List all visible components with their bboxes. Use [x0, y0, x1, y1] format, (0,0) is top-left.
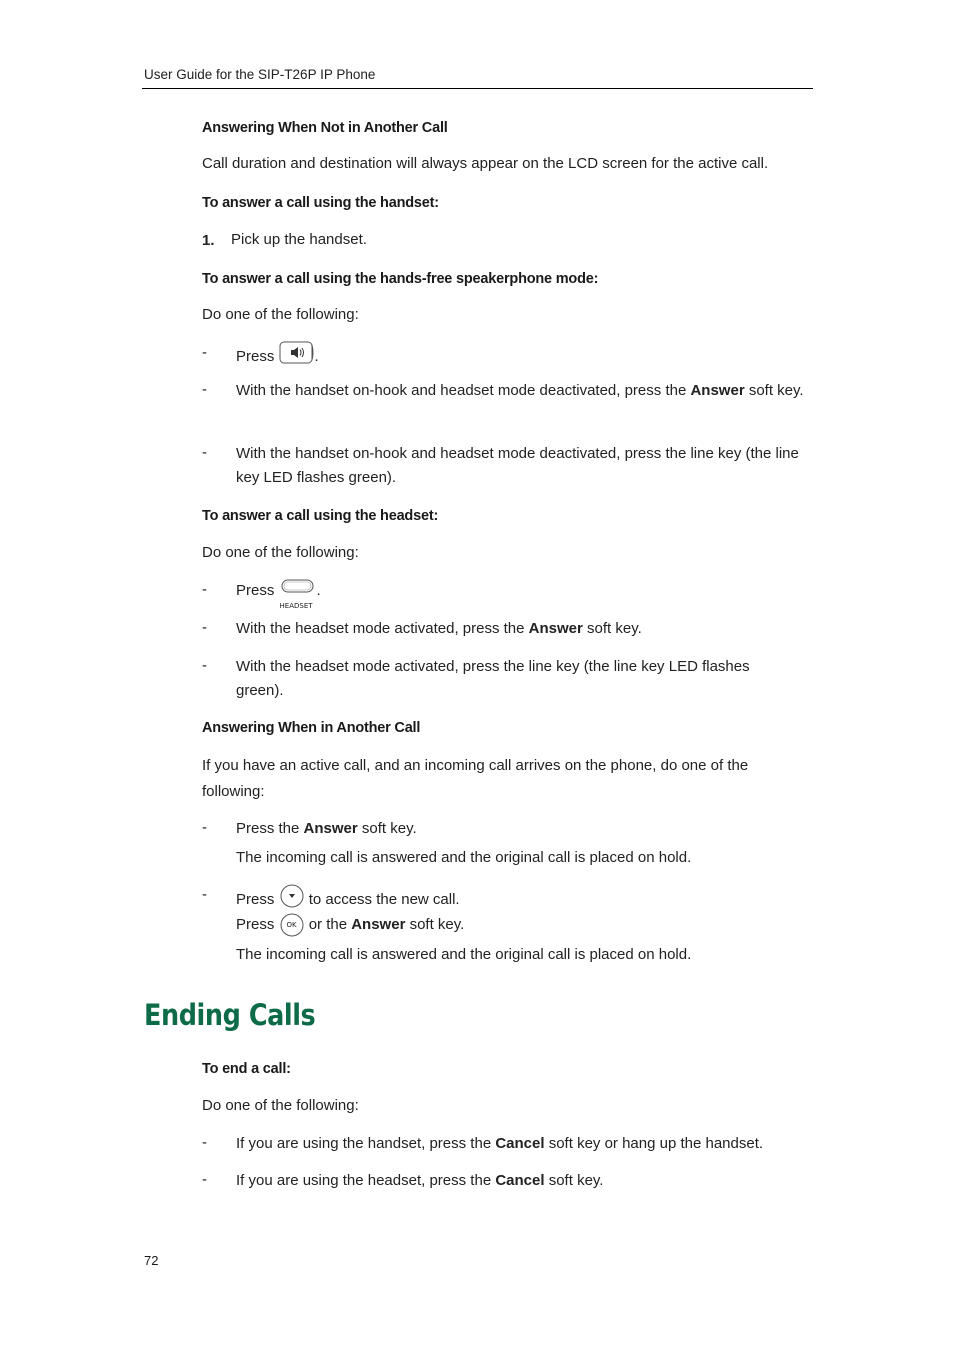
in-call-bullet-1 [236, 817, 811, 841]
bullet-dash: - [202, 619, 207, 636]
cancel-softkey-label: Cancel [495, 1172, 545, 1189]
bullet-dash: - [202, 657, 207, 674]
bullet-text: Press [236, 581, 275, 599]
speaker-bullet-1 [236, 341, 811, 373]
section2-intro: If you have an active call, and an incoming call arrives on the phone, do one of the following: [202, 757, 749, 800]
answer-softkey-label: Answer [351, 915, 406, 933]
speaker-bullet-2 [236, 379, 811, 403]
bullet-dash: - [202, 381, 207, 398]
ok-key-label: OK [286, 921, 297, 929]
in-call-bullet-1-note: The incoming call is answered and the original call is placed on hold. [236, 849, 692, 866]
bullet-text: Press [236, 347, 275, 365]
bullet-text: soft key. [587, 620, 642, 637]
bullet-text: Press [236, 915, 275, 933]
headset-key-icon [279, 578, 317, 610]
headset-bullet-2 [236, 617, 811, 641]
bullet-dash: - [202, 886, 207, 903]
page-number: 72 [144, 1253, 159, 1268]
section-heading-not-in-call: Answering When Not in Another Call [202, 120, 448, 136]
bullet-dash: - [202, 1134, 207, 1151]
intro-paragraph: Call duration and destination will always appear on the LCD screen for the active call. [202, 155, 769, 172]
running-header: User Guide for the SIP-T26P IP Phone [144, 67, 376, 82]
bullet-dash: - [202, 819, 207, 836]
handset-heading: To answer a call using the handset: [202, 195, 439, 211]
bullet-text: With the headset mode activated, press the [236, 620, 525, 637]
ok-key-icon [279, 912, 305, 938]
bullet-text: or the [308, 915, 348, 933]
in-call-bullet-2-note: The incoming call is answered and the original call is placed on hold. [236, 946, 692, 963]
bullet-text: Press [236, 890, 275, 908]
headset-heading: To answer a call using the headset: [202, 508, 439, 524]
step-number: 1. [202, 232, 215, 249]
speaker-heading: To answer a call using the hands-free speakerphone mode: [202, 271, 599, 287]
bullet-text: Press the [236, 820, 300, 837]
cancel-softkey-label: Cancel [495, 1135, 545, 1152]
bullet-text: If you are using the headset, press the [236, 1172, 492, 1189]
bullet-dash: - [202, 344, 207, 361]
bullet-text: soft key. [548, 1172, 604, 1189]
bullet-text: . [314, 347, 319, 365]
section-heading-in-another-call: Answering When in Another Call [202, 720, 421, 736]
bullet-text: to access the new call. [308, 890, 460, 908]
bullet-text: soft key or hang up the handset. [548, 1135, 764, 1152]
speaker-key-icon [279, 341, 315, 373]
step-text: Pick up the handset. [231, 231, 367, 248]
speaker-lead: Do one of the following: [202, 306, 359, 323]
bullet-text: . [316, 581, 321, 599]
answer-softkey-label: Answer [690, 382, 745, 399]
headset-key-label: HEADSET [279, 602, 313, 610]
section-title-ending-calls: Ending Calls [144, 998, 316, 1032]
end-call-bullet-2 [236, 1169, 811, 1193]
end-call-heading: To end a call: [202, 1061, 291, 1077]
answer-softkey-label: Answer [528, 620, 583, 637]
bullet-text: soft key. [748, 382, 804, 399]
header-divider [142, 88, 813, 89]
bullet-text: With the handset on-hook and headset mode deactivated, press the [236, 382, 687, 399]
answer-softkey-label: Answer [303, 820, 358, 837]
bullet-text: If you are using the handset, press the [236, 1135, 492, 1152]
bullet-dash: - [202, 1171, 207, 1188]
bullet-dash: - [202, 581, 207, 598]
headset-bullet-3: With the headset mode activated, press the line key (the line key LED flashes green). [236, 658, 750, 699]
speaker-bullet-3: With the handset on-hook and headset mode deactivated, press the line key (the line key LED flashes green). [236, 445, 799, 486]
headset-lead: Do one of the following: [202, 544, 359, 561]
bullet-text: soft key. [409, 915, 465, 933]
end-call-bullet-1 [236, 1132, 811, 1156]
bullet-dash: - [202, 444, 207, 461]
end-call-lead: Do one of the following: [202, 1097, 359, 1114]
headset-bullet-1 [236, 578, 811, 610]
in-call-bullet-2-line2 [236, 912, 811, 938]
bullet-text: soft key. [361, 820, 417, 837]
